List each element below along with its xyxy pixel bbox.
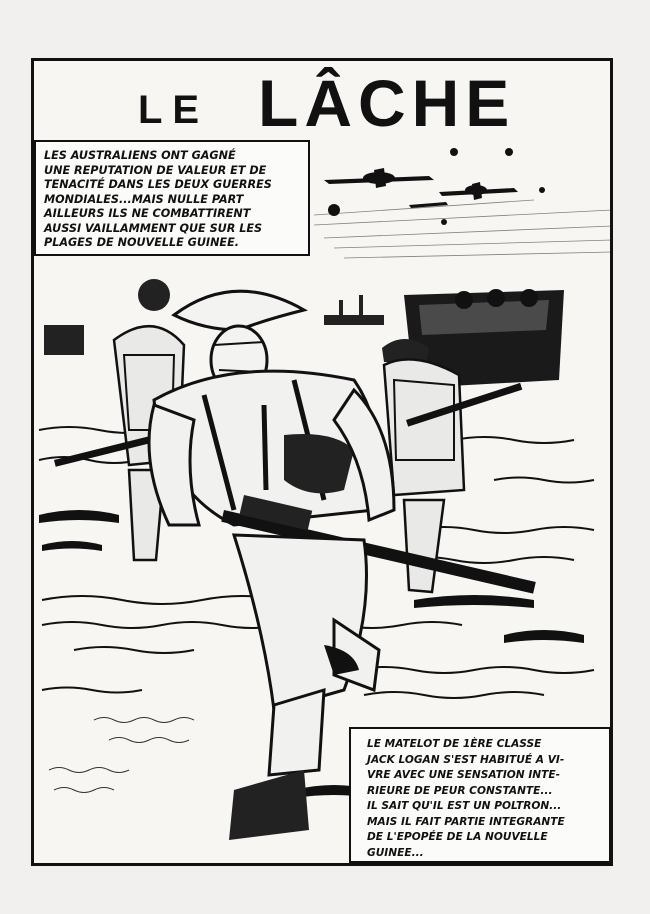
foam-scribbles [49, 718, 194, 793]
caption-box-bottom [349, 727, 611, 863]
aircraft-right [439, 182, 518, 200]
caption-line: AUSSI VAILLAMMENT QUE SUR LES [44, 221, 263, 235]
sky-hatching [314, 200, 612, 258]
story-title [0, 62, 650, 138]
caption-line: UNE REPUTATION DE VALEUR ET DE [44, 163, 267, 177]
caption-box-top [34, 140, 310, 256]
caption-line: MONDIALES...MAIS NULLE PART [44, 192, 244, 206]
caption-line: MAIS IL FAIT PARTIE INTEGRANTE [367, 815, 565, 828]
title-word: LÂCHE [258, 66, 516, 140]
caption-line: VRE AVEC UNE SENSATION INTE- [367, 769, 560, 781]
caption-line: JACK LOGAN S'EST HABITUÉ A VI- [367, 753, 565, 766]
title-article: LE [138, 88, 210, 132]
caption-line: LES AUSTRALIENS ONT GAGNÉ [44, 149, 236, 162]
explosion-burst [328, 204, 340, 216]
aircraft-group [324, 148, 545, 225]
caption-line: PLAGES DE NOUVELLE GUINEE. [44, 236, 239, 249]
caption-line: RIEURE DE PEUR CONSTANTE... [367, 784, 553, 797]
caption-line: GUINEE... [367, 846, 424, 859]
caption-line: TENACITÉ DANS LES DEUX GUERRES [44, 178, 272, 191]
caption-line: AILLEURS ILS NE COMBATTIRENT [44, 207, 251, 220]
caption-line: DE L'EPOPÉE DE LA NOUVELLE [367, 831, 548, 843]
caption-line: LE MATELOT DE 1ÈRE CLASSE [367, 738, 542, 750]
caption-line: IL SAIT QU'IL EST UN POLTRON... [367, 800, 562, 812]
aircraft-left [324, 168, 434, 188]
